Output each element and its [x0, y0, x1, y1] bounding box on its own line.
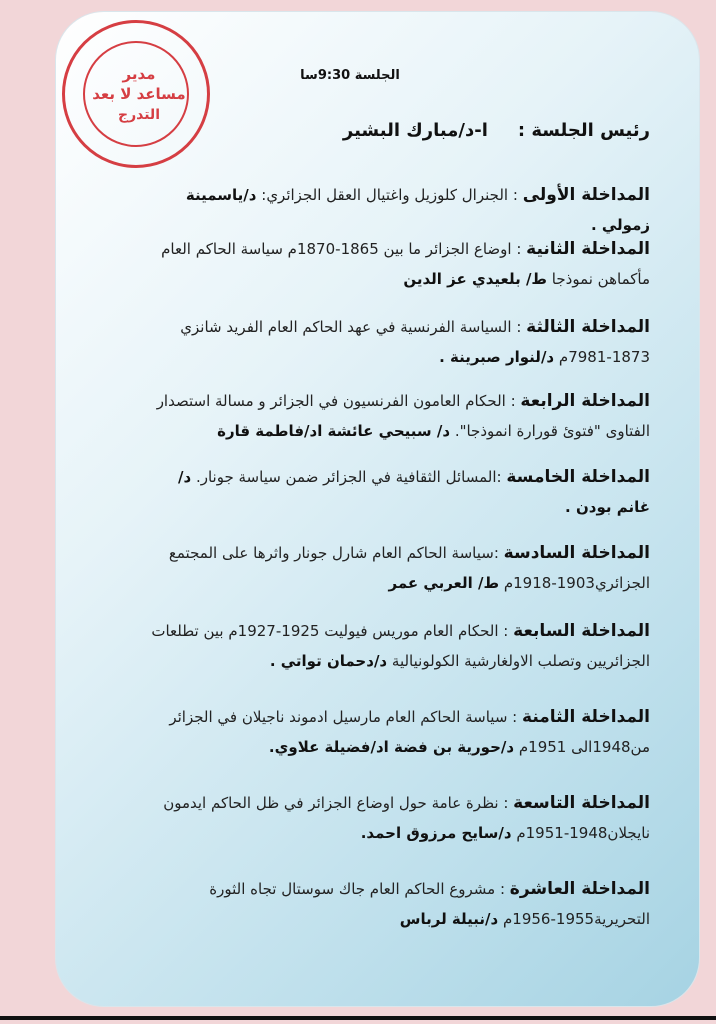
stamp-line-3: التدرج — [117, 107, 160, 123]
presentation-label: المداخلة التاسعة — [513, 793, 650, 813]
presentation-title: :المسائل الثقافية في الجزائر ضمن سياسة جونار. — [195, 468, 502, 486]
presentation-speaker: د/غانم بودن . — [178, 468, 650, 516]
presentation-item — [150, 788, 650, 848]
presentation-title: : مشروع الحاكم العام جاك سوستال تجاه الثورة التحريرية1955-1956م — [209, 880, 650, 928]
presentation-speaker: د/حورية بن فضة اد/فضيلة علاوي. — [268, 738, 515, 756]
presentation-item — [150, 702, 650, 762]
presentation-speaker: د/سايح مرزوق احمد. — [360, 824, 512, 842]
presentation-item — [150, 874, 650, 934]
presentation-item — [150, 462, 650, 522]
presentation-label: المداخلة العاشرة — [509, 879, 650, 899]
presentation-title: :سياسة الحاكم العام شارل جونار واثرها على المجتمع الجزائري1903-1918م — [168, 544, 650, 592]
presentation-speaker: د/لنوار صبرينة . — [439, 348, 555, 366]
presentation-speaker: د/دحمان تواتي . — [269, 652, 388, 670]
session-time: الجلسة 9:30سا — [300, 68, 400, 83]
bottom-divider — [0, 1016, 716, 1020]
presentation-label: المداخلة الثانية — [526, 239, 650, 259]
official-stamp — [62, 20, 210, 168]
presentation-speaker: د/ياسمينة زمولي . — [185, 186, 650, 234]
presentation-title: : اوضاع الجزائر ما بين 1865-1870م سياسة الحاكم العام مأكماهن نموذجا — [161, 240, 650, 288]
presentation-label: المداخلة الرابعة — [520, 391, 650, 411]
chair-name: ا-د/مبارك البشير — [342, 120, 488, 141]
presentation-label: المداخلة الأولى — [522, 185, 650, 205]
presentation-label: المداخلة السابعة — [513, 621, 650, 641]
presentation-item — [150, 538, 650, 598]
presentation-speaker: ط/ العربي عمر — [388, 574, 500, 592]
presentation-title: : الجنرال كلوزيل واغتيال العقل الجزائري: — [261, 186, 518, 204]
presentation-speaker: ط/ بلعيدي عز الدين — [403, 270, 548, 288]
presentation-item — [150, 386, 650, 446]
presentation-speaker: د/نبيلة لرباس — [399, 910, 499, 928]
session-chair — [343, 120, 650, 141]
stamp-line-1: مدير — [122, 65, 156, 83]
chair-label: رئيس الجلسة : — [517, 120, 650, 141]
presentation-title: : الحكام العامون الفرنسيون في الجزائر و مسالة استصدار الفتاوى "فتوئ قورارة انموذجا". — [156, 392, 650, 440]
presentation-item — [150, 180, 650, 240]
presentation-title: : نظرة عامة حول اوضاع الجزائر في ظل الحاكم ايدمون نايجلان1948-1951م — [163, 794, 650, 842]
presentation-title: : سياسة الحاكم العام مارسيل ادموند ناجيلان في الجزائر من1948الى 1951م — [169, 708, 650, 756]
presentation-label: المداخلة الثالثة — [526, 317, 650, 337]
presentation-speaker: د/ سبيحي عائشة اد/فاطمة قارة — [217, 422, 451, 440]
presentation-title: : الحكام العام موريس فيوليت 1925-1927م بين تطلعات الجزائريين وتصلب الاولغارشية الكولونيالية — [151, 622, 650, 670]
presentation-item — [150, 312, 650, 372]
stamp-line-2: مساعد لا بعد — [92, 85, 186, 103]
presentation-label: المداخلة الخامسة — [506, 467, 650, 487]
presentation-item — [150, 616, 650, 676]
presentation-title: : السياسة الفرنسية في عهد الحاكم العام الفريد شانزي 1873-7981م — [180, 318, 650, 366]
presentation-item — [150, 234, 650, 294]
presentation-label: المداخلة الثامنة — [522, 707, 650, 727]
presentation-label: المداخلة السادسة — [503, 543, 650, 563]
